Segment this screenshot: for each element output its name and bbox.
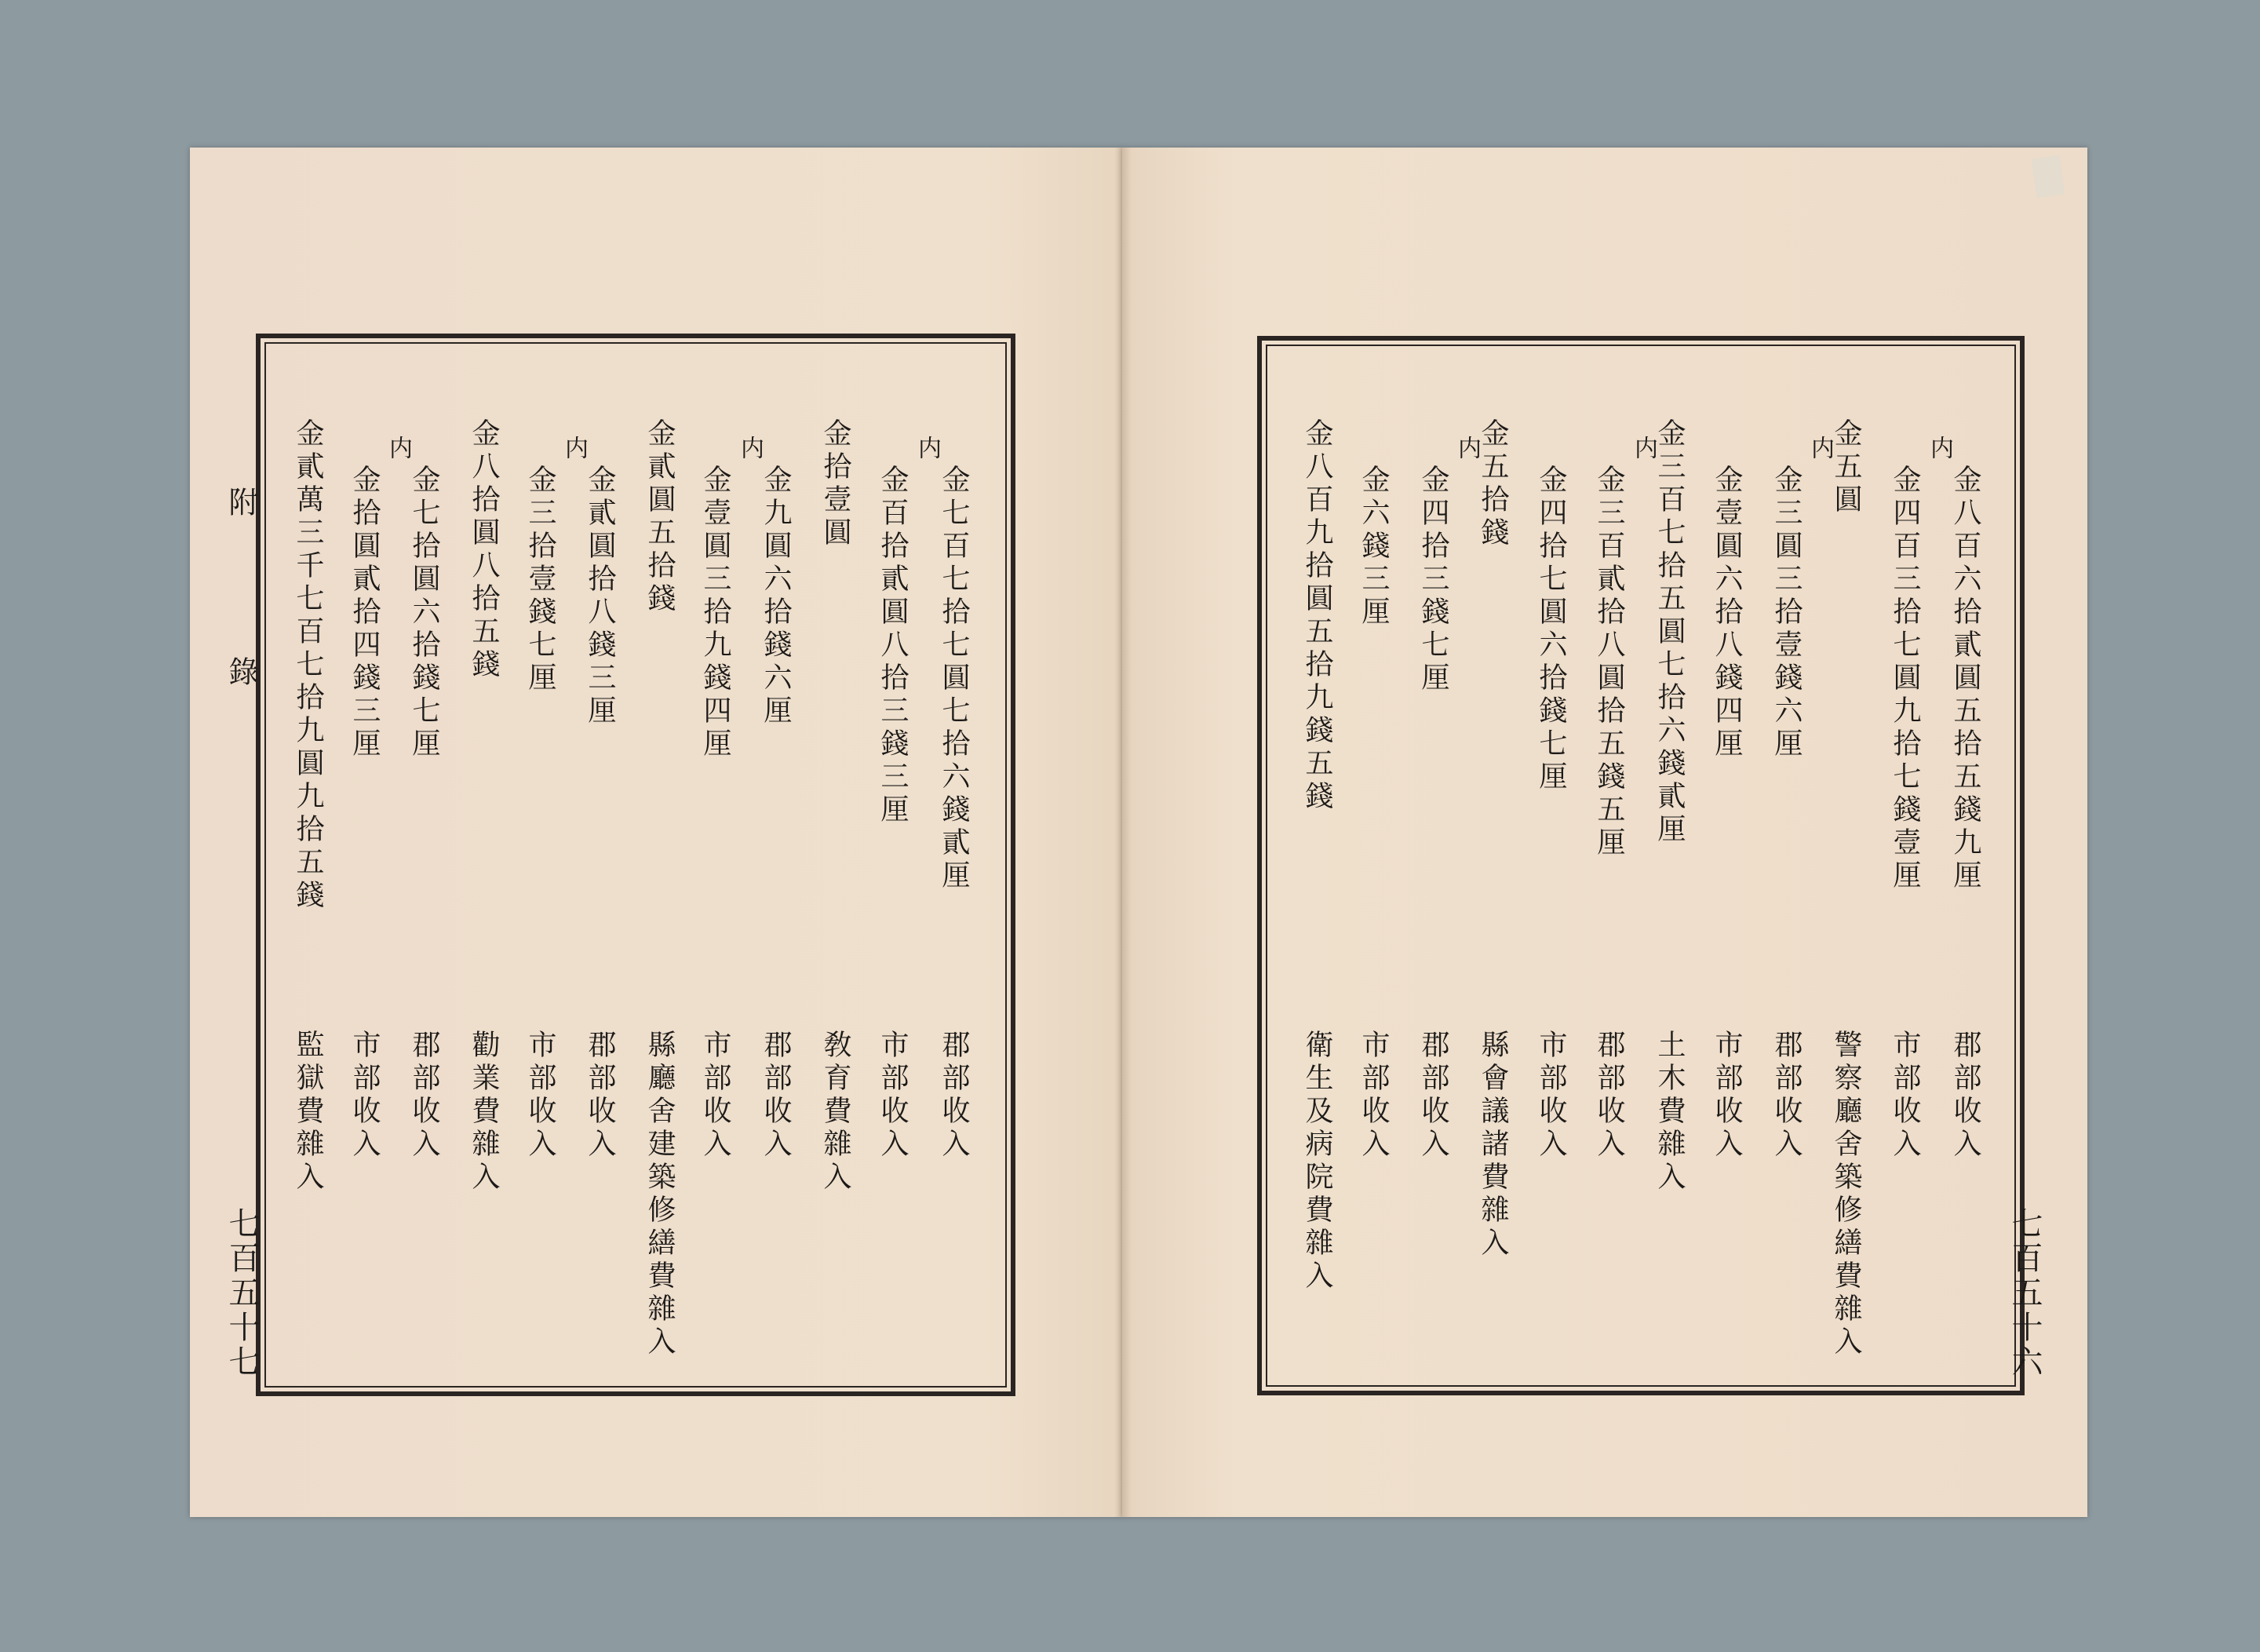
right-label-2: 市部收入 (1889, 1030, 1921, 1162)
right-uchi-3: 内 (1630, 436, 1657, 464)
right-label-3: 警察廳舍築修繕費雜入 (1830, 1030, 1862, 1359)
right-label-6: 土木費雜入 (1653, 1030, 1686, 1194)
right-uchi-1: 内 (1926, 436, 1953, 464)
left-amount-3: 金拾壹圓 (819, 418, 851, 550)
right-label-9: 縣會議諸費雜入 (1477, 1030, 1509, 1260)
left-uchi-3: 内 (560, 436, 588, 464)
left-page-number: 七百五十七 (224, 1207, 260, 1380)
left-label-4: 郡部收入 (760, 1030, 792, 1162)
right-label-1: 郡部收入 (1949, 1030, 1981, 1162)
left-amount-11: 金拾圓貳拾四錢三厘 (348, 465, 381, 761)
left-label-7: 郡部收入 (584, 1030, 616, 1162)
left-uchi-1: 内 (913, 436, 941, 464)
right-amount-11: 金六錢三厘 (1358, 465, 1390, 629)
right-page-number: 七百五十六 (2007, 1207, 2043, 1380)
right-amount-3: 金五圓 (1830, 418, 1862, 517)
right-label-5: 市部收入 (1711, 1030, 1743, 1162)
left-label-8: 市部收入 (524, 1030, 556, 1162)
left-label-12: 監獄費雜入 (292, 1030, 324, 1194)
left-amount-7: 金貳圓拾八錢三厘 (584, 465, 616, 728)
left-label-1: 郡部收入 (938, 1030, 970, 1162)
left-label-10: 郡部收入 (408, 1030, 440, 1162)
left-label-3: 敎育費雜入 (819, 1030, 851, 1194)
left-label-11: 市部收入 (348, 1030, 381, 1162)
left-amount-5: 金壹圓三拾九錢四厘 (699, 465, 731, 761)
right-amount-4: 金三圓三拾壹錢六厘 (1770, 465, 1803, 761)
left-uchi-4: 内 (385, 436, 412, 464)
left-label-6: 縣廳舍建築修繕費雜入 (643, 1030, 676, 1359)
left-amount-12: 金貳萬三千七百七拾九圓九拾五錢 (292, 418, 324, 913)
right-amount-8: 金四拾七圓六拾錢七厘 (1535, 465, 1567, 794)
left-amount-6: 金貳圓五拾錢 (643, 418, 676, 616)
right-label-11: 市部收入 (1358, 1030, 1390, 1162)
left-label-9: 勸業費雜入 (468, 1030, 500, 1194)
right-amount-9: 金五拾錢 (1477, 418, 1509, 550)
right-amount-7: 金三百貳拾八圓拾五錢五厘 (1593, 465, 1625, 860)
left-page-title: 附 錄 (224, 487, 258, 741)
right-amount-1: 金八百六拾貳圓五拾五錢九厘 (1949, 465, 1981, 893)
right-label-12: 衛生及病院費雜入 (1301, 1030, 1333, 1293)
right-uchi-2: 内 (1806, 436, 1834, 464)
left-amount-1: 金七百七拾七圓七拾六錢貳厘 (938, 465, 970, 893)
left-amount-8: 金三拾壹錢七厘 (524, 465, 556, 695)
right-label-4: 郡部收入 (1770, 1030, 1803, 1162)
left-amount-9: 金八拾圓八拾五錢 (468, 418, 500, 682)
left-amount-2: 金百拾貳圓八拾三錢三厘 (877, 465, 909, 827)
left-amount-4: 金九圓六拾錢六厘 (760, 465, 792, 728)
paper-tab (2032, 155, 2065, 199)
left-amount-10: 金七拾圓六拾錢七厘 (408, 465, 440, 761)
right-label-10: 郡部收入 (1417, 1030, 1449, 1162)
right-uchi-4: 内 (1453, 436, 1481, 464)
book-gutter (1114, 148, 1132, 1517)
left-label-5: 市部收入 (699, 1030, 731, 1162)
right-amount-6: 金三百七拾五圓七拾六錢貳厘 (1653, 418, 1686, 847)
right-amount-10: 金四拾三錢七厘 (1417, 465, 1449, 695)
right-amount-2: 金四百三拾七圓九拾七錢壹厘 (1889, 465, 1921, 893)
right-label-8: 市部收入 (1535, 1030, 1567, 1162)
right-label-7: 郡部收入 (1593, 1030, 1625, 1162)
left-uchi-2: 内 (736, 436, 764, 464)
left-label-2: 市部收入 (877, 1030, 909, 1162)
right-amount-12: 金八百九拾圓五拾九錢五錢 (1301, 418, 1333, 814)
right-amount-5: 金壹圓六拾八錢四厘 (1711, 465, 1743, 761)
